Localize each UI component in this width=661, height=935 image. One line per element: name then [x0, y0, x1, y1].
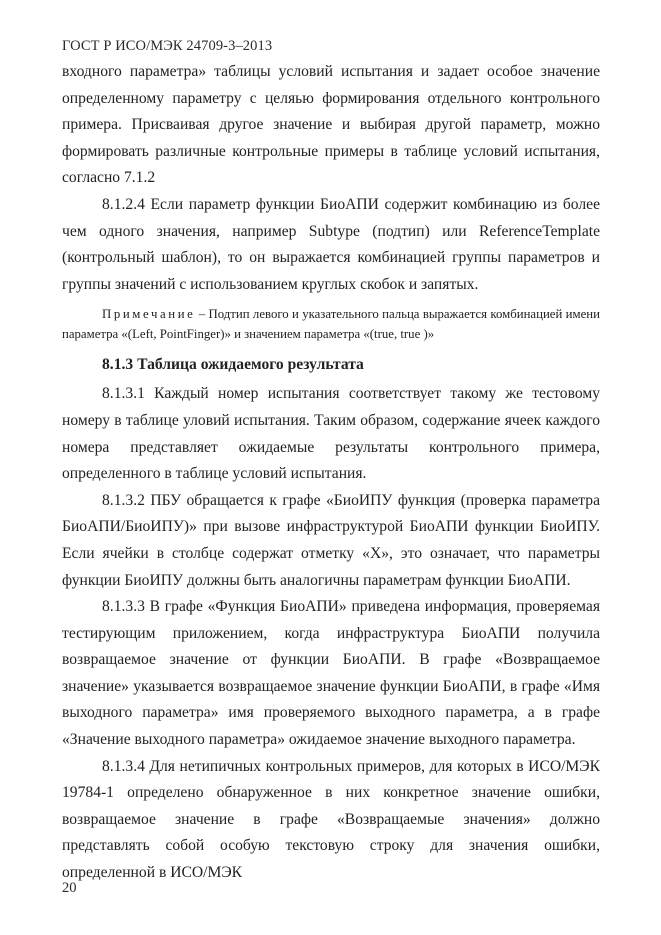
paragraph-8-1-3-1: 8.1.3.1 Каждый номер испытания соответствует такому же тестовому номеру в таблице уловий испытания. Таким образом, содержание ячеек каждого номера представляет ожидаемые результаты контрольного примера, определенного в таблице условий испытания.	[62, 385, 600, 483]
paragraph-continuation: входного параметра» таблицы условий испытания и задает особое значение определенному параметру с целяью формирования отдельного контрольного примера. Присваивая другое значение и выбирая другой параметр, можно формировать различные контрольные примеры в таблице условий испытания, согласно 7.1.2	[62, 63, 600, 187]
section-heading-8-1-3: 8.1.3 Таблица ожидаемого результата	[102, 356, 364, 374]
note-label: Примечание	[102, 307, 196, 322]
paragraph-8-1-3-3: 8.1.3.3 В графе «Функция БиоАПИ» приведена информация, проверяемая тестирующим приложением, когда инфраструктура БиоАПИ получила возвращаемое значение от функции БиоАПИ. В графе «Возвращаемое значение» указывается возвращаемое значение функции БиоАПИ, в графе «Имя выходного параметра» имя проверяемого выходного параметра, а в графе «Значение выходного параметра» ожидаемое значение выходного параметра.	[62, 598, 600, 749]
running-header: ГОСТ Р ИСО/МЭК 24709-3–2013	[62, 38, 273, 54]
paragraph-8-1-3-4: 8.1.3.4 Для нетипичных контрольных примеров, для которых в ИСО/МЭК 19784-1 определено обнаруженное в них конкретное значение ошибки, возвращаемое значение в графе «Возвращаемые значения» должно представлять собой особую текстовую строку для значения ошибки, определенной в ИСО/МЭК	[62, 757, 600, 882]
page-number: 20	[62, 880, 77, 896]
note-text: – Подтип левого и указательного пальца выражается комбинацией имени параметра «(Left, PointFinger)» и значением параметра «(true, true )»	[62, 307, 600, 342]
note	[62, 304, 600, 344]
paragraph-8-1-2-4: 8.1.2.4 Если параметр функции БиоАПИ содержит комбинацию из более чем одного значения, например Subtype (подтип) или ReferenceTemplate (контрольный шаблон), то он выражается комбинацией группы параметров и группы значений с использованием круглых скобок и запятых.	[62, 195, 600, 293]
page-body	[62, 59, 600, 887]
paragraph-8-1-3-2: 8.1.3.2 ПБУ обращается к графе «БиоИПУ функция (проверка параметра БиоАПИ/БиоИПУ)» при вызове инфраструктурой БиоАПИ функции БиоИПУ. Если ячейки в столбце содержат отметку «X», это означает, что параметры функции БиоИПУ должны быть аналогичны параметрам функции БиоАПИ.	[62, 491, 600, 589]
